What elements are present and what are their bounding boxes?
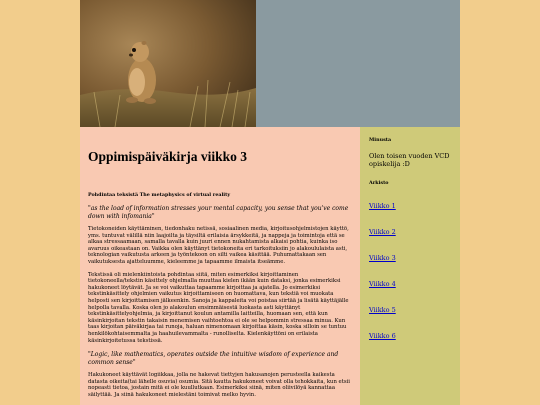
archive-item [369, 245, 452, 264]
header-band [256, 0, 460, 127]
paragraph-1: Tietokoneiden käyttäminen, tiedonhaku netissä, sosiaalinen media, kirjoitusohjelmistojen käyttö, yms. tuntuvat välillä niin laajoilta ja täysiltä erilaisia ärsykkeitä, ja nappeja ja toimintoja että se alkaa stressaamaan, samalla tavalla kuin juuri ennen nukahtamista alkaisi pohtia, kuinka iso avaruus oikeastaan on. Vaikka olen käyttänyt tietokoneita eri tarkoituksiin jo alakoululaista asti, teknologian vaikutusta arkeen ja työntekoon on silti vaikea käsittää. Puhumattakaan sen vaikutuksesta ajatteluumme, kieleemme ja tapaamme ilmaista itseämme. [88, 226, 349, 265]
archive-item [369, 193, 452, 212]
archive-link-week-4[interactable]: Viikko 4 [369, 280, 396, 289]
archive-item [369, 271, 452, 290]
header-photo [80, 0, 256, 127]
post-subheading: Pohdintaa teksistä The metaphysics of virtual reality [88, 192, 231, 198]
archive-item [369, 219, 452, 238]
archive-item [369, 323, 452, 342]
paragraph-2: Tekstissä oli mielenkiintoista pohdintaa siitä, miten esimerkiksi kirjoittaminen tietokoneella/tekstin käsittely ohjelmalla muuttaa kielen ikään kuin dataksi, jonka esimerkiksi hakukoneet löytävät. Ja se voi vaikuttaa tapaamme kirjoittaa ja ajatella. Jo esimerkiksi tekstinkäsittely ohjelmien vaikutus kirjoittamiseen on huomattava, kun tekstiä voi muokata helposti sen kirjoittamisen jälkeenkin. Sanoja ja kappaleita voi poistaa siirtää ja lisätä käyttäjälle helpolla tavalla. Koska olen jo alakoulun ensimmäisestä luokasta asti käyttänyt tekstinkäsittelyohjelmia, ja kirjoittanut koulun antamilla laitteilla, huomaan sen, että kun käsinkirjoitan tekstin takaisin menemisen vaihtoehtoa ei ole se helpommin stressaa minua. Kun taas kirjoitan päiväkirjaa tai runoja, haluan nimenomaan kirjoittaa käsin, koska silloin se tuntuu henkilökohtaisemmalta ja haahuilevammalta - runolliselta. Kielenkäyttöni on erilaista käsinkirjoitetussa tekstissä. [88, 271, 349, 344]
archive-link-week-5[interactable]: Viikko 5 [369, 306, 396, 315]
sidebar [360, 127, 460, 405]
archive-link-week-3[interactable]: Viikko 3 [369, 254, 396, 263]
page-title: Oppimispäiväkirja viikko 3 [88, 149, 248, 164]
prairie-dog-image [80, 0, 256, 127]
quote-1: "as the load of information stresses your mental capacity, you sense that you've come down with infomania" [88, 205, 349, 220]
archive-item [369, 297, 452, 316]
archive-list [369, 193, 452, 342]
archive-link-week-1[interactable]: Viikko 1 [369, 202, 396, 210]
archive-link-week-6[interactable]: Viikko 6 [369, 332, 396, 341]
paragraph-3: Hakukoneet käyttävät logiikkaa, jolla ne hakevat tiettyjen hakusanojen perusteella kaikesta datasta oikeita(tai lähelle osuvia) osumia. Sitä kautta hakukoneet voivat olla tehokkaita, kun etsii nopeasti tietoa, jostain mitä ei ole kuullutkaan. Esimerkiksi siinä, miten oliivilöyä kannattaa säilyttää. Ja siinä hakukoneet mielestäni toimivat melko hyvin. [88, 372, 350, 398]
sidebar-heading-about: Minusta [369, 137, 392, 143]
archive-link-week-2[interactable]: Viikko 2 [369, 228, 396, 237]
sidebar-about-text: Olen toisen vuoden VCD opiskelija :D [369, 152, 450, 168]
sidebar-heading-archive: Arkisto [369, 180, 389, 186]
main-content [80, 127, 360, 405]
quote-2: "Logic, like mathematics, operates outside the intuitive wisdom of experience and common sense" [88, 351, 339, 366]
